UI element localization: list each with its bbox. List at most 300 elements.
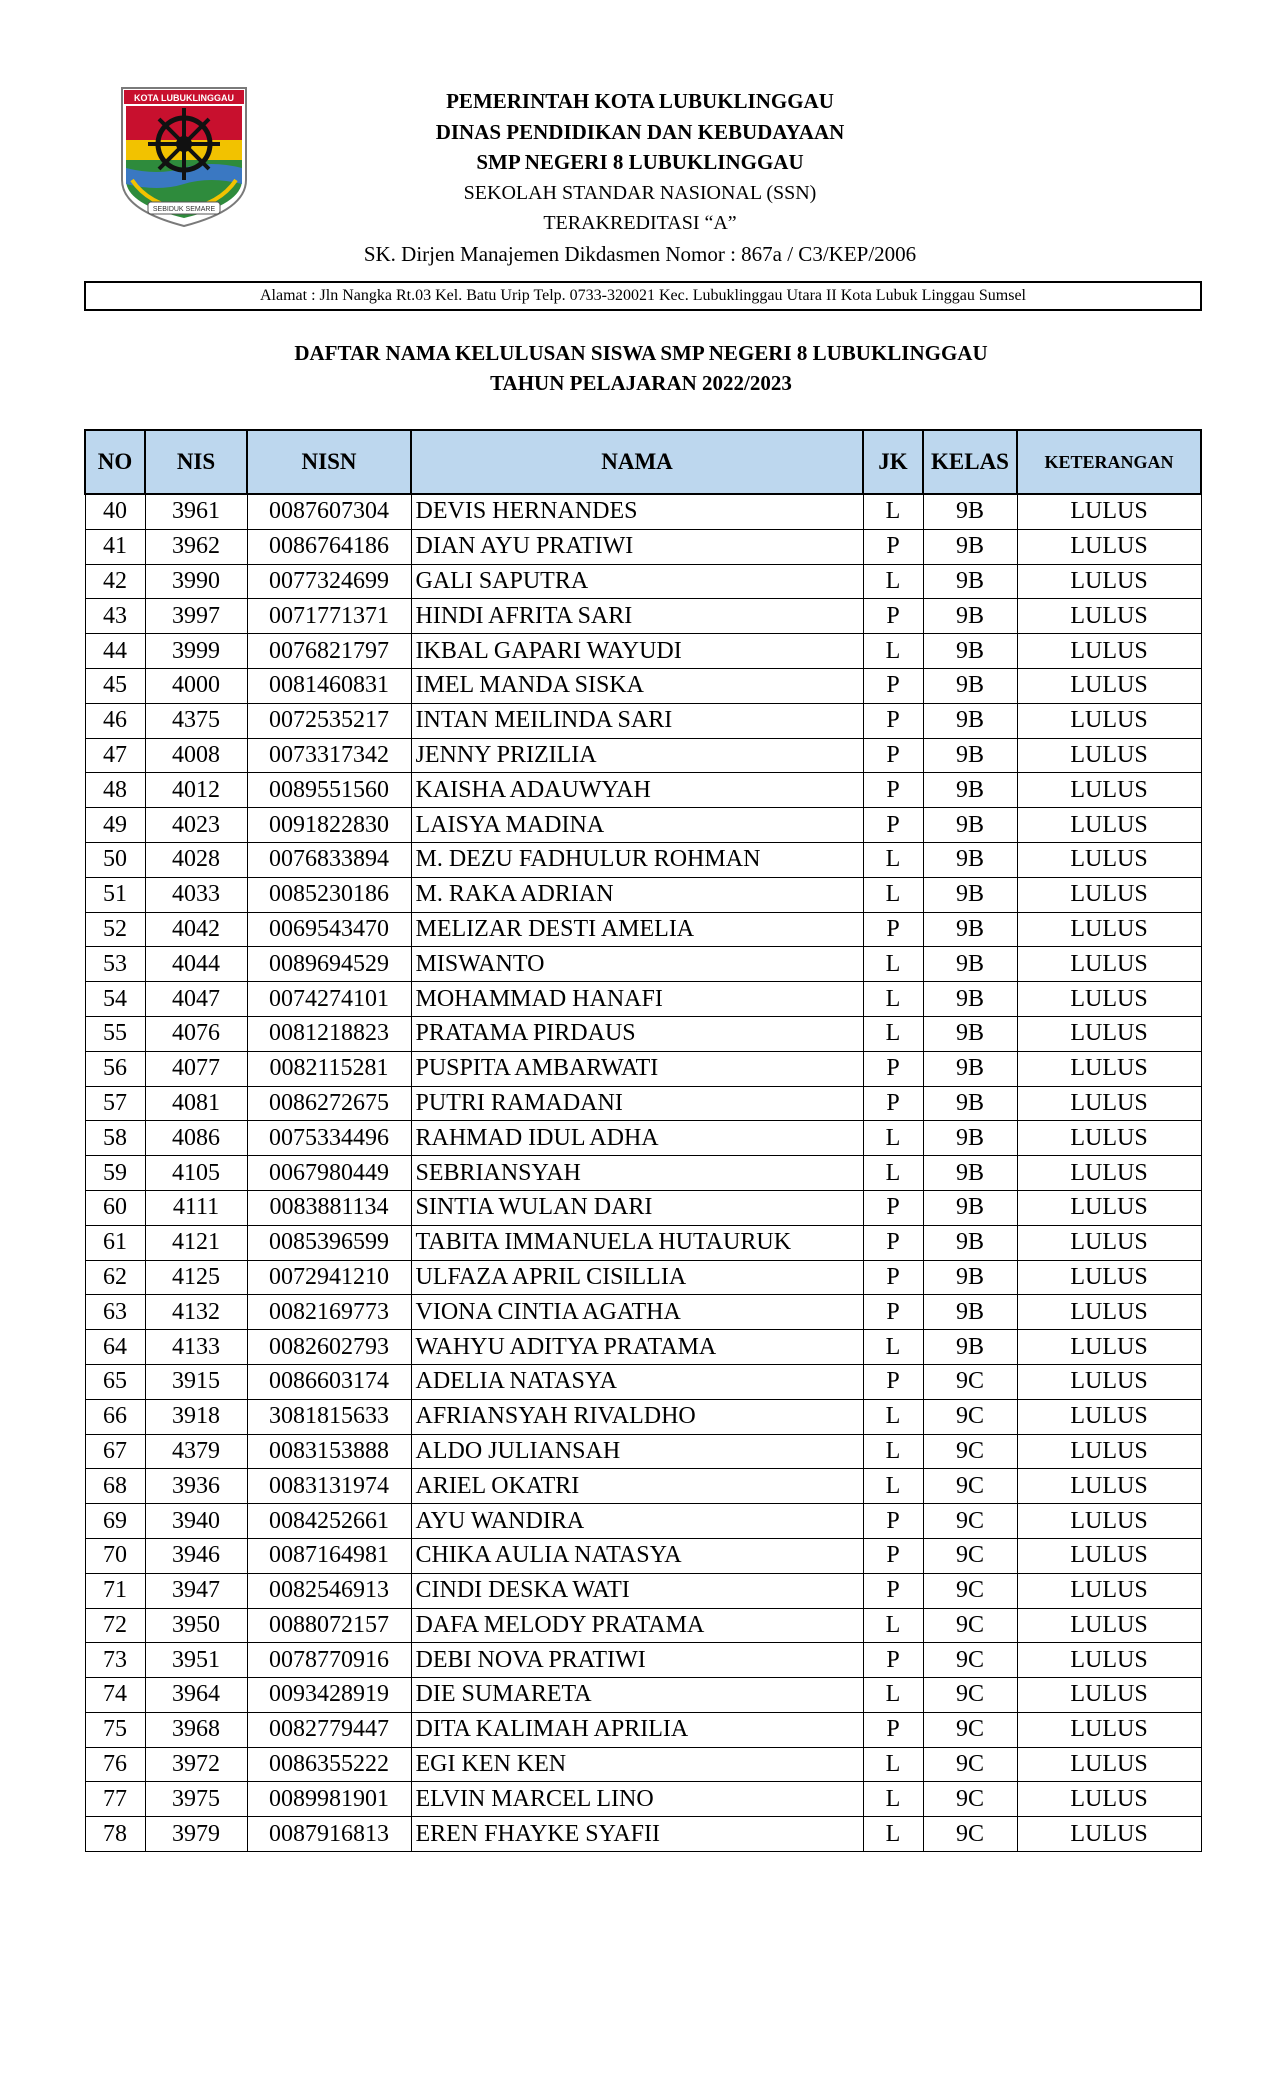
table-row (85, 1051, 1201, 1086)
cell-no: 74 (85, 1678, 145, 1713)
table-row (85, 738, 1201, 773)
cell-nama: ARIEL OKATRI (411, 1469, 863, 1504)
cell-keterangan: LULUS (1017, 1747, 1201, 1782)
cell-keterangan: LULUS (1017, 1190, 1201, 1225)
cell-nis: 4076 (145, 1016, 247, 1051)
header-department: DINAS PENDIDIKAN DAN KEBUDAYAAN (435, 119, 845, 144)
cell-kelas: 9B (923, 703, 1017, 738)
table-row (85, 842, 1201, 877)
cell-nama: ULFAZA APRIL CISILLIA (411, 1260, 863, 1295)
cell-nama: DITA KALIMAH APRILIA (411, 1712, 863, 1747)
cell-nama: MOHAMMAD HANAFI (411, 982, 863, 1017)
cell-nisn: 0093428919 (247, 1678, 411, 1713)
table-row (85, 912, 1201, 947)
table-row (85, 564, 1201, 599)
table-row (85, 1538, 1201, 1573)
col-header-nisn: NISN (247, 430, 411, 494)
cell-keterangan: LULUS (1017, 982, 1201, 1017)
cell-nama: TABITA IMMANUELA HUTAURUK (411, 1225, 863, 1260)
cell-no: 53 (85, 947, 145, 982)
cell-nisn: 0074274101 (247, 982, 411, 1017)
cell-nis: 4042 (145, 912, 247, 947)
cell-kelas: 9B (923, 738, 1017, 773)
cell-nama: ELVIN MARCEL LINO (411, 1782, 863, 1817)
cell-jk: P (863, 1260, 923, 1295)
cell-no: 61 (85, 1225, 145, 1260)
cell-nis: 4111 (145, 1190, 247, 1225)
cell-nisn: 0083131974 (247, 1469, 411, 1504)
cell-nis: 4379 (145, 1434, 247, 1469)
cell-nisn: 0069543470 (247, 912, 411, 947)
cell-no: 57 (85, 1086, 145, 1121)
cell-no: 43 (85, 599, 145, 634)
cell-kelas: 9B (923, 982, 1017, 1017)
table-row (85, 1504, 1201, 1539)
cell-jk: L (863, 1399, 923, 1434)
cell-keterangan: LULUS (1017, 1817, 1201, 1852)
table-row (85, 1782, 1201, 1817)
cell-jk: P (863, 599, 923, 634)
cell-jk: P (863, 808, 923, 843)
cell-jk: P (863, 703, 923, 738)
cell-nis: 3915 (145, 1364, 247, 1399)
table-row (85, 1643, 1201, 1678)
cell-keterangan: LULUS (1017, 1086, 1201, 1121)
cell-keterangan: LULUS (1017, 1504, 1201, 1539)
cell-no: 49 (85, 808, 145, 843)
cell-nis: 4086 (145, 1121, 247, 1156)
cell-keterangan: LULUS (1017, 668, 1201, 703)
cell-nama: DIAN AYU PRATIWI (411, 529, 863, 564)
cell-nama: KAISHA ADAUWYAH (411, 773, 863, 808)
cell-nisn: 0087607304 (247, 494, 411, 529)
cell-no: 51 (85, 877, 145, 912)
cell-nama: PUSPITA AMBARWATI (411, 1051, 863, 1086)
title-line-2: TAHUN PELAJARAN 2022/2023 (490, 371, 792, 395)
cell-nama: RAHMAD IDUL ADHA (411, 1121, 863, 1156)
cell-no: 63 (85, 1295, 145, 1330)
cell-nama: AFRIANSYAH RIVALDHO (411, 1399, 863, 1434)
cell-jk: P (863, 1225, 923, 1260)
cell-nis: 4047 (145, 982, 247, 1017)
cell-jk: L (863, 1747, 923, 1782)
cell-jk: P (863, 1712, 923, 1747)
cell-keterangan: LULUS (1017, 842, 1201, 877)
cell-nis: 4121 (145, 1225, 247, 1260)
table-row (85, 773, 1201, 808)
cell-nisn: 0082602793 (247, 1330, 411, 1365)
cell-jk: L (863, 564, 923, 599)
school-address: Alamat : Jln Nangka Rt.03 Kel. Batu Urip Telp. 0733-320021 Kec. Lubuklinggau Utara II Kota Lubuk Linggau Sumsel (84, 281, 1202, 311)
cell-kelas: 9C (923, 1399, 1017, 1434)
cell-nisn: 0084252661 (247, 1504, 411, 1539)
cell-nama: AYU WANDIRA (411, 1504, 863, 1539)
cell-kelas: 9B (923, 773, 1017, 808)
cell-no: 70 (85, 1538, 145, 1573)
cell-nisn: 0086355222 (247, 1747, 411, 1782)
cell-no: 46 (85, 703, 145, 738)
cell-nis: 3961 (145, 494, 247, 529)
cell-keterangan: LULUS (1017, 1260, 1201, 1295)
table-row (85, 1086, 1201, 1121)
cell-nama: M. DEZU FADHULUR ROHMAN (411, 842, 863, 877)
cell-nama: M. RAKA ADRIAN (411, 877, 863, 912)
cell-nama: PRATAMA PIRDAUS (411, 1016, 863, 1051)
cell-nisn: 0072941210 (247, 1260, 411, 1295)
cell-nisn: 0081218823 (247, 1016, 411, 1051)
table-row (85, 1295, 1201, 1330)
table-row (85, 1573, 1201, 1608)
cell-kelas: 9B (923, 842, 1017, 877)
table-row (85, 634, 1201, 669)
cell-keterangan: LULUS (1017, 634, 1201, 669)
cell-no: 77 (85, 1782, 145, 1817)
table-row (85, 494, 1201, 529)
cell-no: 56 (85, 1051, 145, 1086)
letterhead (270, 86, 1010, 269)
cell-jk: P (863, 1573, 923, 1608)
cell-jk: P (863, 1295, 923, 1330)
cell-no: 54 (85, 982, 145, 1017)
cell-nama: EREN FHAYKE SYAFII (411, 1817, 863, 1852)
col-header-nis: NIS (145, 430, 247, 494)
cell-jk: P (863, 773, 923, 808)
graduation-table (84, 429, 1202, 1852)
cell-jk: P (863, 1364, 923, 1399)
cell-no: 60 (85, 1190, 145, 1225)
cell-keterangan: LULUS (1017, 1643, 1201, 1678)
cell-keterangan: LULUS (1017, 703, 1201, 738)
cell-no: 42 (85, 564, 145, 599)
col-header-nama: NAMA (411, 430, 863, 494)
table-row (85, 1608, 1201, 1643)
cell-nama: ADELIA NATASYA (411, 1364, 863, 1399)
cell-keterangan: LULUS (1017, 738, 1201, 773)
cell-nama: EGI KEN KEN (411, 1747, 863, 1782)
cell-no: 75 (85, 1712, 145, 1747)
cell-keterangan: LULUS (1017, 1225, 1201, 1260)
cell-keterangan: LULUS (1017, 494, 1201, 529)
table-row (85, 947, 1201, 982)
table-row (85, 1434, 1201, 1469)
cell-jk: L (863, 877, 923, 912)
cell-jk: L (863, 1121, 923, 1156)
cell-nisn: 0082115281 (247, 1051, 411, 1086)
table-row (85, 703, 1201, 738)
table-row (85, 1817, 1201, 1852)
table-row (85, 1712, 1201, 1747)
cell-kelas: 9B (923, 1086, 1017, 1121)
cell-kelas: 9C (923, 1643, 1017, 1678)
cell-kelas: 9C (923, 1364, 1017, 1399)
cell-kelas: 9B (923, 1190, 1017, 1225)
cell-nama: IMEL MANDA SISKA (411, 668, 863, 703)
cell-kelas: 9B (923, 1016, 1017, 1051)
table-row (85, 1330, 1201, 1365)
cell-nama: DEBI NOVA PRATIWI (411, 1643, 863, 1678)
cell-kelas: 9C (923, 1608, 1017, 1643)
cell-nisn: 0087164981 (247, 1538, 411, 1573)
cell-keterangan: LULUS (1017, 1121, 1201, 1156)
cell-jk: P (863, 1190, 923, 1225)
cell-nis: 3972 (145, 1747, 247, 1782)
cell-nisn: 0087916813 (247, 1817, 411, 1852)
cell-nis: 3947 (145, 1573, 247, 1608)
cell-no: 64 (85, 1330, 145, 1365)
cell-nis: 3964 (145, 1678, 247, 1713)
cell-nis: 3951 (145, 1643, 247, 1678)
cell-no: 40 (85, 494, 145, 529)
cell-kelas: 9B (923, 1156, 1017, 1191)
table-row (85, 1469, 1201, 1504)
cell-keterangan: LULUS (1017, 1330, 1201, 1365)
document-title (84, 338, 1198, 398)
cell-nisn: 0089981901 (247, 1782, 411, 1817)
cell-no: 68 (85, 1469, 145, 1504)
cell-nisn: 0076821797 (247, 634, 411, 669)
cell-keterangan: LULUS (1017, 1573, 1201, 1608)
logo-motto: SEBIDUK SEMARE (152, 206, 216, 213)
cell-nisn: 0078770916 (247, 1643, 411, 1678)
cell-keterangan: LULUS (1017, 1364, 1201, 1399)
cell-nisn: 0067980449 (247, 1156, 411, 1191)
cell-nisn: 0089694529 (247, 947, 411, 982)
cell-nis: 4105 (145, 1156, 247, 1191)
table-row (85, 1016, 1201, 1051)
cell-nis: 3975 (145, 1782, 247, 1817)
table-row (85, 1399, 1201, 1434)
cell-nisn: 0086272675 (247, 1086, 411, 1121)
cell-nisn: 0072535217 (247, 703, 411, 738)
cell-nis: 3918 (145, 1399, 247, 1434)
cell-keterangan: LULUS (1017, 1434, 1201, 1469)
cell-jk: P (863, 738, 923, 773)
cell-no: 47 (85, 738, 145, 773)
table-row (85, 1156, 1201, 1191)
cell-no: 65 (85, 1364, 145, 1399)
cell-no: 44 (85, 634, 145, 669)
cell-no: 73 (85, 1643, 145, 1678)
table-row (85, 529, 1201, 564)
cell-jk: L (863, 1330, 923, 1365)
header-accreditation: TERAKREDITASI “A” (543, 212, 737, 234)
table-row (85, 808, 1201, 843)
cell-no: 41 (85, 529, 145, 564)
cell-nisn: 0085396599 (247, 1225, 411, 1260)
cell-no: 67 (85, 1434, 145, 1469)
cell-nis: 4033 (145, 877, 247, 912)
cell-kelas: 9B (923, 912, 1017, 947)
cell-nis: 3990 (145, 564, 247, 599)
cell-kelas: 9B (923, 1121, 1017, 1156)
cell-jk: P (863, 668, 923, 703)
cell-keterangan: LULUS (1017, 773, 1201, 808)
header-school-status: SEKOLAH STANDAR NASIONAL (SSN) (463, 181, 817, 204)
cell-nama: JENNY PRIZILIA (411, 738, 863, 773)
cell-kelas: 9B (923, 877, 1017, 912)
cell-keterangan: LULUS (1017, 1712, 1201, 1747)
cell-nis: 3946 (145, 1538, 247, 1573)
cell-no: 62 (85, 1260, 145, 1295)
cell-nama: ALDO JULIANSAH (411, 1434, 863, 1469)
cell-kelas: 9C (923, 1538, 1017, 1573)
cell-nama: CINDI DESKA WATI (411, 1573, 863, 1608)
cell-nis: 3962 (145, 529, 247, 564)
cell-kelas: 9B (923, 634, 1017, 669)
cell-keterangan: LULUS (1017, 529, 1201, 564)
cell-nama: DIE SUMARETA (411, 1678, 863, 1713)
cell-kelas: 9B (923, 529, 1017, 564)
cell-nis: 3997 (145, 599, 247, 634)
cell-jk: P (863, 1643, 923, 1678)
cell-nis: 3950 (145, 1608, 247, 1643)
cell-kelas: 9B (923, 564, 1017, 599)
cell-nama: GALI SAPUTRA (411, 564, 863, 599)
cell-kelas: 9C (923, 1573, 1017, 1608)
cell-nis: 4008 (145, 738, 247, 773)
cell-jk: L (863, 1608, 923, 1643)
table-row (85, 982, 1201, 1017)
cell-keterangan: LULUS (1017, 1608, 1201, 1643)
cell-no: 48 (85, 773, 145, 808)
cell-nis: 3968 (145, 1712, 247, 1747)
cell-nisn: 0073317342 (247, 738, 411, 773)
table-row (85, 1678, 1201, 1713)
cell-nisn: 0082546913 (247, 1573, 411, 1608)
cell-kelas: 9B (923, 494, 1017, 529)
cell-nama: SINTIA WULAN DARI (411, 1190, 863, 1225)
cell-jk: P (863, 1538, 923, 1573)
cell-no: 66 (85, 1399, 145, 1434)
cell-no: 50 (85, 842, 145, 877)
cell-kelas: 9B (923, 1051, 1017, 1086)
cell-jk: L (863, 982, 923, 1017)
table-row (85, 877, 1201, 912)
cell-nis: 4023 (145, 808, 247, 843)
cell-nama: HINDI AFRITA SARI (411, 599, 863, 634)
title-line-1: DAFTAR NAMA KELULUSAN SISWA SMP NEGERI 8 LUBUKLINGGAU (294, 341, 988, 365)
cell-no: 59 (85, 1156, 145, 1191)
cell-nisn: 0082779447 (247, 1712, 411, 1747)
cell-nama: VIONA CINTIA AGATHA (411, 1295, 863, 1330)
cell-nisn: 0086603174 (247, 1364, 411, 1399)
cell-nisn: 3081815633 (247, 1399, 411, 1434)
cell-no: 72 (85, 1608, 145, 1643)
header-school-name: SMP NEGERI 8 LUBUKLINGGAU (476, 150, 804, 174)
cell-kelas: 9C (923, 1782, 1017, 1817)
table-row (85, 1364, 1201, 1399)
cell-nisn: 0085230186 (247, 877, 411, 912)
cell-no: 45 (85, 668, 145, 703)
cell-nama: MISWANTO (411, 947, 863, 982)
cell-jk: L (863, 1817, 923, 1852)
table-row (85, 599, 1201, 634)
cell-no: 69 (85, 1504, 145, 1539)
cell-nisn: 0076833894 (247, 842, 411, 877)
cell-jk: L (863, 1156, 923, 1191)
cell-nis: 4125 (145, 1260, 247, 1295)
cell-nis: 4133 (145, 1330, 247, 1365)
cell-kelas: 9B (923, 947, 1017, 982)
cell-kelas: 9B (923, 1225, 1017, 1260)
cell-jk: L (863, 947, 923, 982)
cell-jk: P (863, 529, 923, 564)
cell-nama: CHIKA AULIA NATASYA (411, 1538, 863, 1573)
cell-nis: 4012 (145, 773, 247, 808)
cell-nis: 3936 (145, 1469, 247, 1504)
cell-nis: 4077 (145, 1051, 247, 1086)
cell-nama: SEBRIANSYAH (411, 1156, 863, 1191)
cell-jk: L (863, 1434, 923, 1469)
table-row (85, 668, 1201, 703)
cell-jk: L (863, 1782, 923, 1817)
cell-kelas: 9B (923, 599, 1017, 634)
cell-nis: 4375 (145, 703, 247, 738)
cell-nisn: 0077324699 (247, 564, 411, 599)
col-header-keterangan: KETERANGAN (1017, 430, 1201, 494)
col-header-no: NO (85, 430, 145, 494)
cell-nisn: 0091822830 (247, 808, 411, 843)
cell-nis: 4044 (145, 947, 247, 982)
cell-no: 71 (85, 1573, 145, 1608)
cell-keterangan: LULUS (1017, 947, 1201, 982)
cell-no: 58 (85, 1121, 145, 1156)
cell-nisn: 0088072157 (247, 1608, 411, 1643)
cell-keterangan: LULUS (1017, 1295, 1201, 1330)
cell-nisn: 0075334496 (247, 1121, 411, 1156)
cell-no: 52 (85, 912, 145, 947)
cell-nisn: 0082169773 (247, 1295, 411, 1330)
cell-nama: WAHYU ADITYA PRATAMA (411, 1330, 863, 1365)
table-row (85, 1121, 1201, 1156)
cell-no: 55 (85, 1016, 145, 1051)
cell-kelas: 9B (923, 808, 1017, 843)
school-logo (118, 84, 250, 230)
cell-nis: 4132 (145, 1295, 247, 1330)
cell-kelas: 9C (923, 1469, 1017, 1504)
cell-nis: 3999 (145, 634, 247, 669)
cell-kelas: 9C (923, 1747, 1017, 1782)
cell-jk: P (863, 1504, 923, 1539)
cell-kelas: 9C (923, 1678, 1017, 1713)
cell-kelas: 9B (923, 1330, 1017, 1365)
header-government: PEMERINTAH KOTA LUBUKLINGGAU (446, 89, 834, 113)
cell-jk: L (863, 1016, 923, 1051)
cell-keterangan: LULUS (1017, 1156, 1201, 1191)
cell-nisn: 0086764186 (247, 529, 411, 564)
cell-nis: 4028 (145, 842, 247, 877)
cell-nis: 4000 (145, 668, 247, 703)
cell-keterangan: LULUS (1017, 1051, 1201, 1086)
cell-keterangan: LULUS (1017, 808, 1201, 843)
cell-nis: 4081 (145, 1086, 247, 1121)
col-header-kelas: KELAS (923, 430, 1017, 494)
table-row (85, 1190, 1201, 1225)
cell-nama: IKBAL GAPARI WAYUDI (411, 634, 863, 669)
cell-keterangan: LULUS (1017, 1678, 1201, 1713)
cell-nis: 3979 (145, 1817, 247, 1852)
cell-keterangan: LULUS (1017, 877, 1201, 912)
col-header-jk: JK (863, 430, 923, 494)
cell-keterangan: LULUS (1017, 599, 1201, 634)
table-body (85, 494, 1201, 1852)
table-row (85, 1747, 1201, 1782)
cell-nisn: 0083153888 (247, 1434, 411, 1469)
cell-nama: INTAN MEILINDA SARI (411, 703, 863, 738)
cell-jk: P (863, 1051, 923, 1086)
cell-keterangan: LULUS (1017, 1399, 1201, 1434)
table-row (85, 1260, 1201, 1295)
